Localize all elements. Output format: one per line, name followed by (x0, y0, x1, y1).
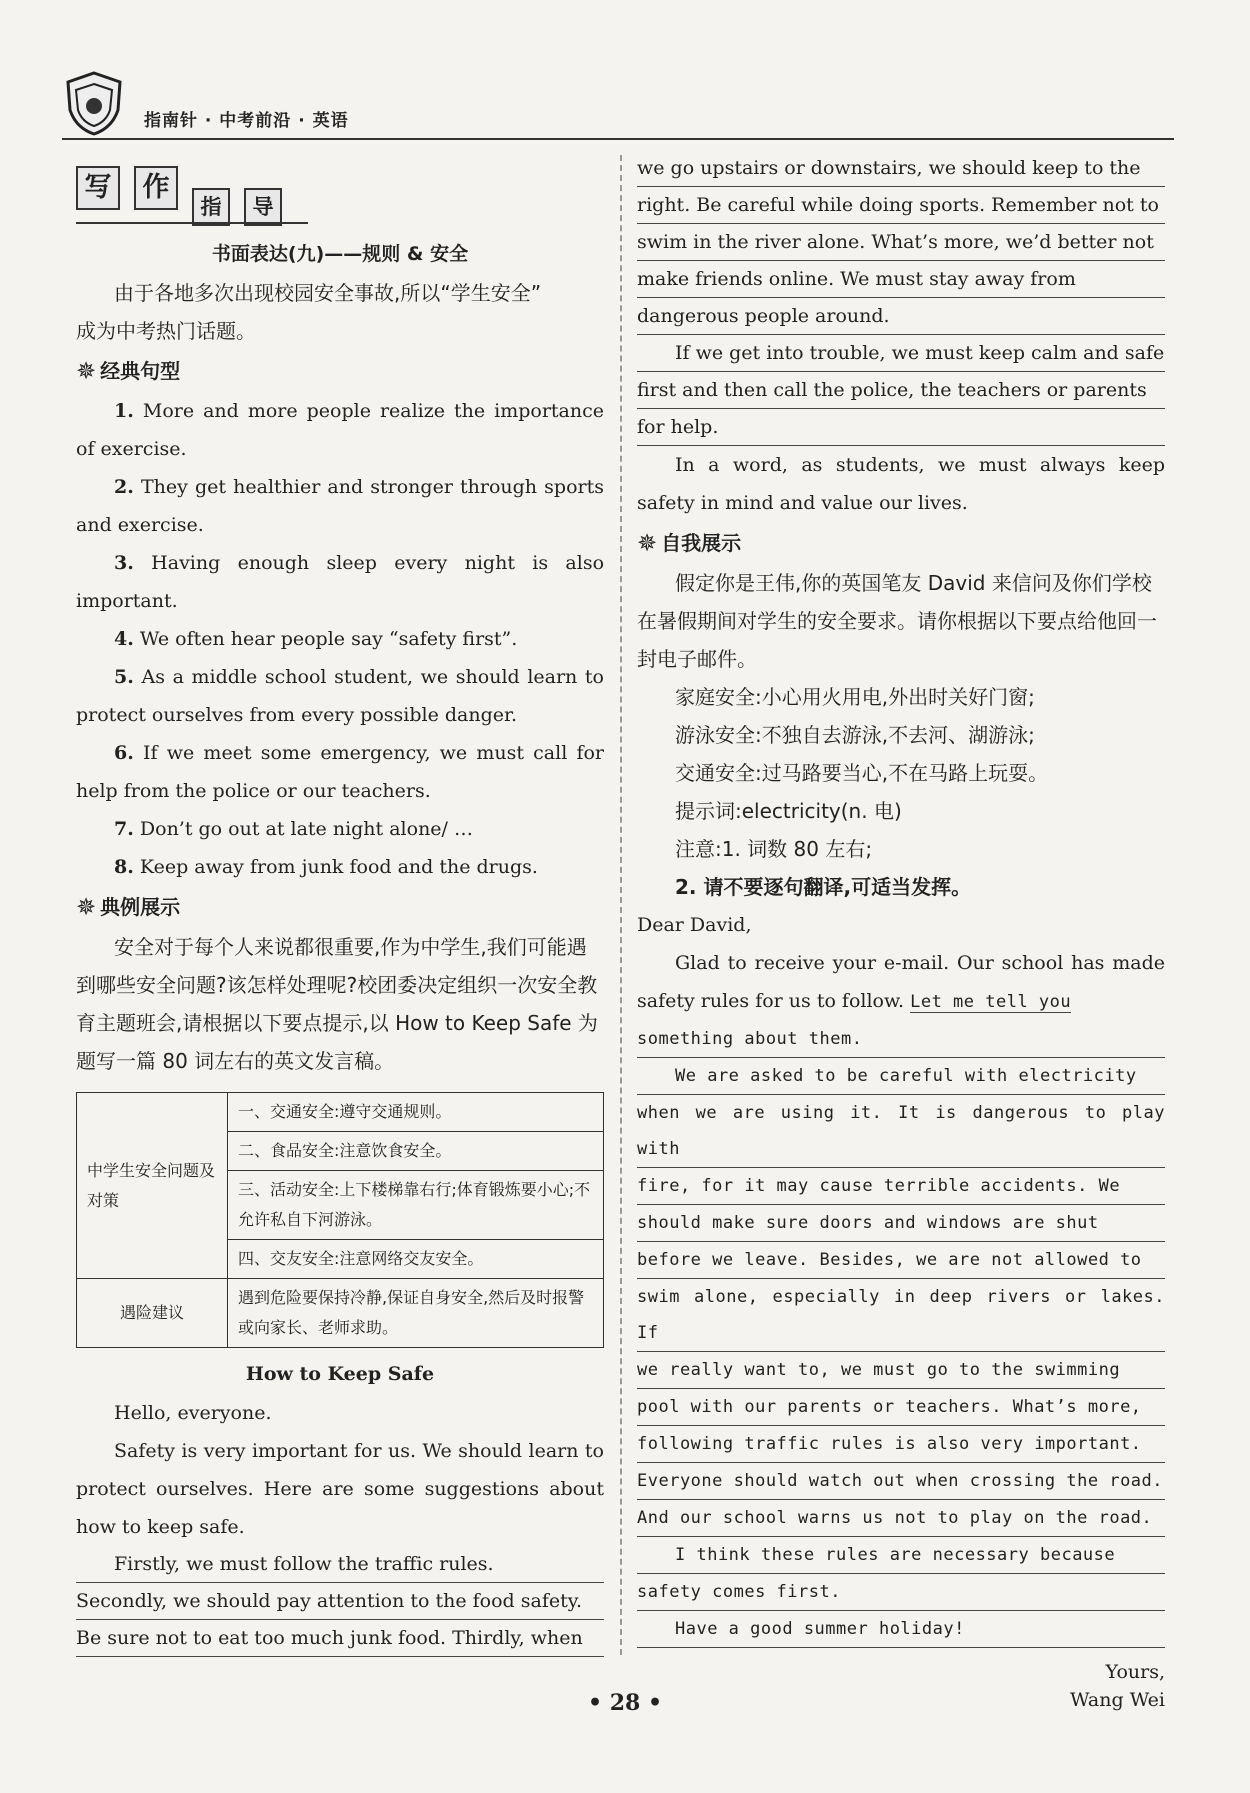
item-number: 6. (114, 742, 134, 764)
item-number: 2. (114, 476, 134, 498)
essay-paragraph-underlined (76, 1546, 604, 1657)
handwritten-text: Let me tell you (910, 992, 1072, 1012)
letter-intro (637, 944, 1165, 1021)
task-point: 交通安全:过马路要当心,不在马路上玩耍。 (675, 761, 1049, 785)
item-text: Having enough sleep every night is also important. (76, 552, 605, 612)
underlined-line: Firstly, we must follow the traffic rules. (76, 1546, 604, 1583)
section-title: 书面表达(九)——规则 & 安全 (211, 243, 469, 265)
column-divider (620, 155, 622, 1655)
page-number: • 28 • (587, 1690, 663, 1716)
handwritten-line: fire, for it may cause terrible accidents. We (637, 1168, 1165, 1205)
page-header (62, 70, 1174, 140)
handwritten-line: pool with our parents or teachers. What’s more, (637, 1389, 1165, 1426)
item-number: 8. (114, 856, 134, 878)
intro-text: 由于各地多次出现校园安全事故,所以“学生安全” (114, 281, 542, 305)
handwritten-line: We are asked to be careful with electricity (637, 1058, 1165, 1095)
letter-salutation: Dear David, (637, 914, 752, 936)
outline-table (76, 1092, 604, 1348)
item-number: 1. (114, 400, 134, 422)
underlined-line: Be sure not to eat too much junk food. Thirdly, when (76, 1620, 604, 1657)
banner-char: 写 (76, 166, 120, 210)
handwritten-line: Everyone should watch out when crossing the road. (637, 1463, 1165, 1500)
left-column (76, 150, 604, 1657)
table-row-head: 中学生安全问题及对策 (77, 1093, 228, 1279)
underlined-line: first and then call the police, the teachers or parents (637, 372, 1165, 409)
underlined-line: If we get into trouble, we must keep calm and safe (637, 335, 1165, 372)
heading-label: 自我展示 (661, 531, 742, 555)
underlined-line: for help. (637, 409, 1165, 446)
table-cell: 二、食品安全:注意饮食安全。 (228, 1132, 604, 1171)
underlined-line: we go upstairs or downstairs, we should keep to the (637, 150, 1165, 187)
item-number: 7. (114, 818, 134, 840)
self-practice-heading (637, 524, 1165, 562)
task-point: 2. 请不要逐句翻译,可适当发挥。 (675, 875, 972, 899)
list-item (76, 468, 604, 544)
handwritten-answer (637, 1021, 1165, 1648)
essay-continuation (637, 150, 1165, 446)
writing-guide-banner (76, 166, 604, 228)
handwritten-line: swim alone, especially in deep rivers or lakes. If (637, 1279, 1165, 1352)
sparkle-icon: ✵ (637, 529, 658, 557)
item-text: Keep away from junk food and the drugs. (139, 856, 538, 878)
brand-title: 指南针 · 中考前沿 · 英语 (144, 111, 349, 131)
item-text: More and more people realize the importance of exercise. (76, 400, 604, 460)
item-text: Don’t go out at late night alone/ … (139, 818, 473, 840)
example-prompt: 安全对于每个人来说都很重要,作为中学生,我们可能遇到哪些安全问题?该怎样处理呢?校团委决定组织一次安全教育主题班会,请根据以下要点提示,以 How to Keep Safe 为题写一篇 80 词左右的英文发言稿。 (76, 935, 598, 1073)
heading-label: 典例展示 (100, 895, 181, 919)
list-item (76, 810, 604, 848)
task-prompt: 假定你是王伟,你的英国笔友 David 来信问及你们学校在暑假期间对学生的安全要求。请你根据以下要点给他回一封电子邮件。 (637, 571, 1157, 671)
handwritten-line: something about them. (637, 1021, 1165, 1058)
example-heading (76, 888, 604, 926)
item-number: 5. (114, 666, 134, 688)
intro-text: 成为中考热门话题。 (76, 319, 256, 343)
item-text: We often hear people say “safety first”. (139, 628, 518, 650)
handwritten-line: safety comes first. (637, 1574, 1165, 1611)
header-rule (62, 138, 1174, 140)
handwritten-line: I think these rules are necessary because (637, 1537, 1165, 1574)
letter-intro-text: Glad to receive your e-mail. Our school has made safety rules for us to follow. (637, 952, 1165, 1012)
handwritten-line: Have a good summer holiday! (637, 1611, 1165, 1648)
essay-greeting: Hello, everyone. (114, 1402, 272, 1424)
list-item (76, 848, 604, 886)
underlined-line: dangerous people around. (637, 298, 1165, 335)
heading-label: 经典句型 (100, 359, 181, 383)
item-text: If we meet some emergency, we must call for help from the police or our teachers. (76, 742, 604, 802)
handwritten-line: following traffic rules is also very important. (637, 1426, 1165, 1463)
essay-paragraph: Safety is very important for us. We should learn to protect ourselves. Here are some suggestions about how to keep safe. (76, 1440, 604, 1538)
table-cell: 一、交通安全:遵守交通规则。 (228, 1093, 604, 1132)
list-item (76, 392, 604, 468)
task-point: 游泳安全:不独自去游泳,不去河、湖游泳; (675, 723, 1035, 747)
sparkle-icon: ✵ (76, 357, 97, 385)
essay-title: How to Keep Safe (245, 1363, 435, 1385)
table-cell: 三、活动安全:上下楼梯靠右行;体育锻炼要小心;不允许私自下河游泳。 (228, 1171, 604, 1240)
letter-closing: Yours, (1105, 1661, 1165, 1683)
task-point: 提示词:electricity(n. 电) (675, 799, 902, 823)
banner-underline (76, 222, 308, 224)
handwritten-line: And our school warns us not to play on the road. (637, 1500, 1165, 1537)
table-cell: 遇到危险要保持冷静,保证自身安全,然后及时报警或向家长、老师求助。 (228, 1279, 604, 1348)
handwritten-line: before we leave. Besides, we are not allowed to (637, 1242, 1165, 1279)
handwritten-line: should make sure doors and windows are shut (637, 1205, 1165, 1242)
list-item (76, 620, 604, 658)
shield-logo-icon (62, 70, 126, 136)
right-column (637, 150, 1165, 1714)
sparkle-icon: ✵ (76, 893, 97, 921)
handwritten-line: we really want to, we must go to the swimming (637, 1352, 1165, 1389)
underlined-line: make friends online. We must stay away from (637, 261, 1165, 298)
underlined-line: swim in the river alone. What’s more, we’d better not (637, 224, 1165, 261)
table-row-head: 遇险建议 (77, 1279, 228, 1348)
list-item (76, 658, 604, 734)
banner-char: 导 (244, 188, 282, 226)
item-number: 3. (114, 552, 134, 574)
item-text: As a middle school student, we should learn to protect ourselves from every possible danger. (76, 666, 604, 726)
banner-char: 作 (134, 166, 178, 210)
underlined-line: right. Be careful while doing sports. Remember not to (637, 187, 1165, 224)
underlined-line: Secondly, we should pay attention to the food safety. (76, 1583, 604, 1620)
letter-signature: Wang Wei (1070, 1689, 1165, 1711)
task-point: 家庭安全:小心用火用电,外出时关好门窗; (675, 685, 1035, 709)
list-item (76, 734, 604, 810)
item-text: They get healthier and stronger through sports and exercise. (76, 476, 604, 536)
sentence-list (76, 392, 604, 886)
item-number: 4. (114, 628, 134, 650)
list-item (76, 544, 604, 620)
table-cell: 四、交友安全:注意网络交友安全。 (228, 1240, 604, 1279)
essay-conclusion: In a word, as students, we must always keep safety in mind and value our lives. (637, 454, 1165, 514)
handwritten-line: when we are using it. It is dangerous to play with (637, 1095, 1165, 1168)
task-point: 注意:1. 词数 80 左右; (675, 837, 873, 861)
banner-char: 指 (192, 188, 230, 226)
classic-sentences-heading (76, 352, 604, 390)
